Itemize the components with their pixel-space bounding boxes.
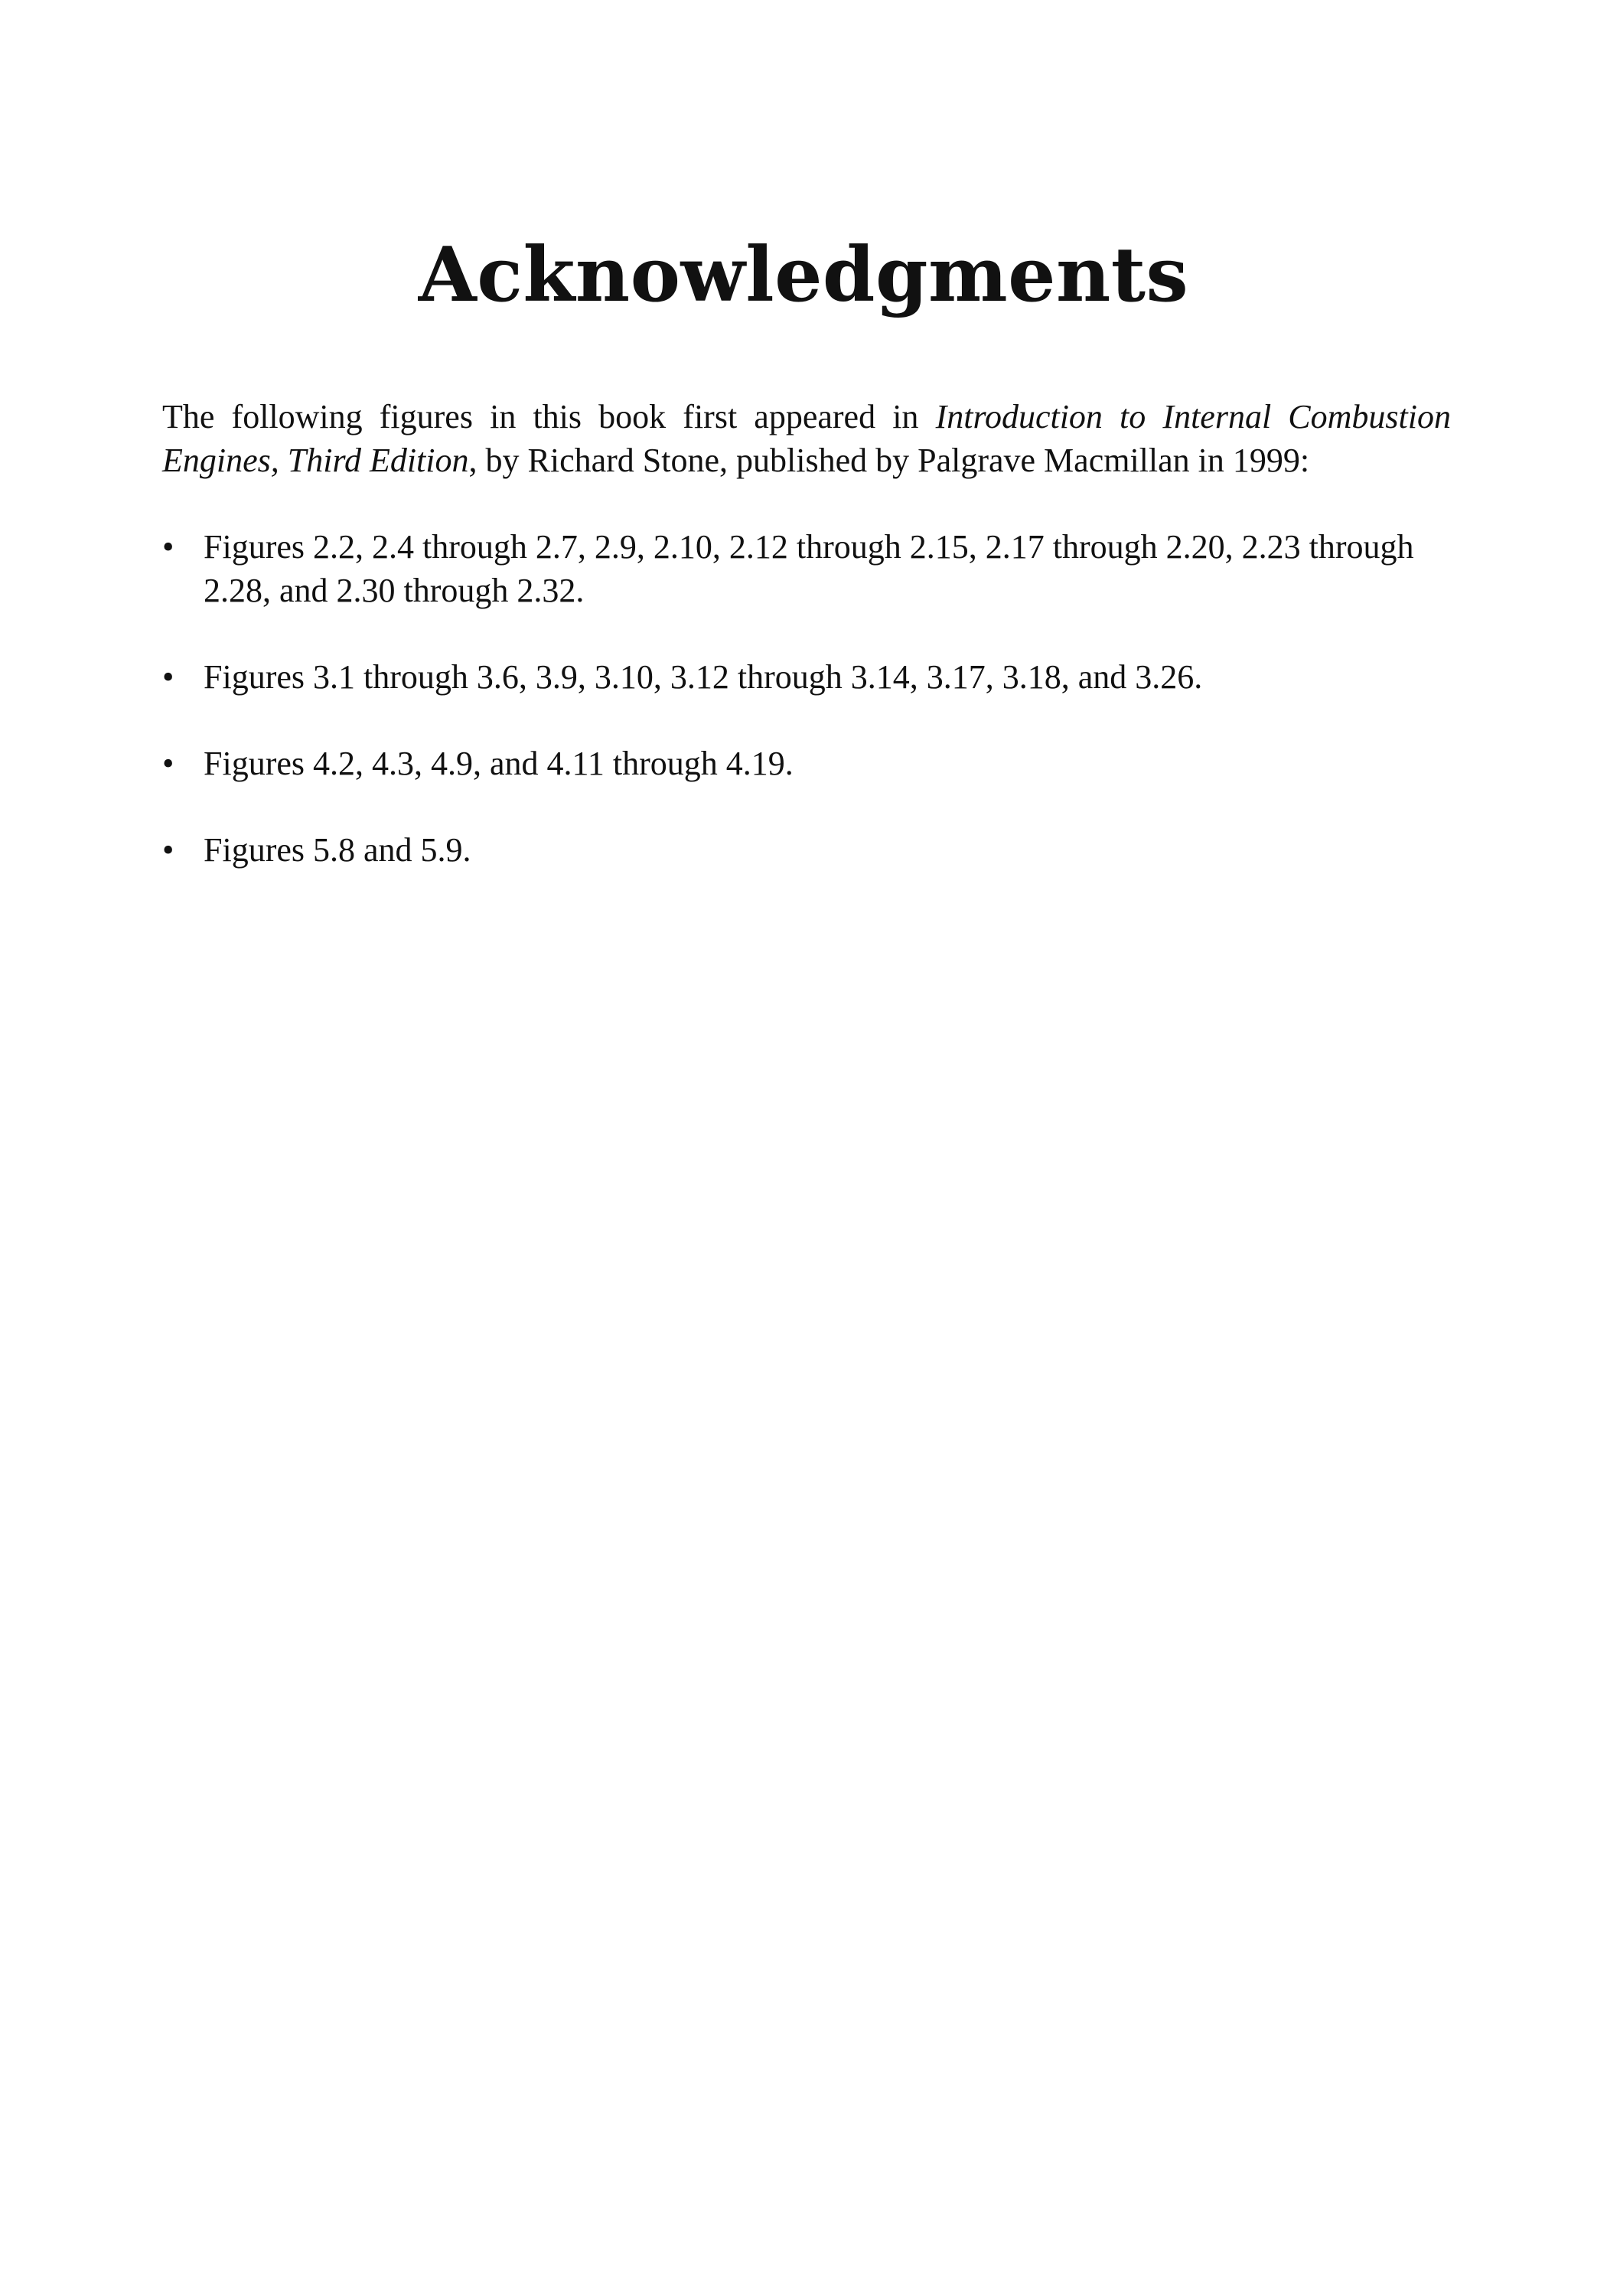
cited-book-title: Introduction to Internal Combustion Engines, Third Edition bbox=[162, 398, 1452, 479]
bullet-icon: • bbox=[162, 745, 174, 782]
list-item-text: Figures 5.8 and 5.9. bbox=[204, 831, 471, 869]
list-item bbox=[162, 525, 1455, 612]
list-item bbox=[162, 828, 1455, 872]
list-item-text: Figures 4.2, 4.3, 4.9, and 4.11 through 4.19. bbox=[204, 745, 794, 782]
bullet-icon: • bbox=[162, 528, 174, 566]
page-title: Acknowledgments bbox=[418, 231, 1189, 319]
figure-list bbox=[162, 525, 1455, 915]
list-item bbox=[162, 742, 1455, 785]
bullet-icon: • bbox=[162, 658, 174, 696]
bullet-icon: • bbox=[162, 831, 174, 869]
intro-text-end: , by Richard Stone, published by Palgrave Macmillan in 1999: bbox=[468, 442, 1310, 479]
intro-paragraph bbox=[162, 395, 1451, 482]
list-item bbox=[162, 655, 1455, 699]
intro-text-start: The following figures in this book first appeared in bbox=[162, 398, 936, 435]
list-item-text: Figures 3.1 through 3.6, 3.9, 3.10, 3.12 through 3.14, 3.17, 3.18, and 3.26. bbox=[204, 658, 1203, 696]
list-item-text: Figures 2.2, 2.4 through 2.7, 2.9, 2.10, 2.12 through 2.15, 2.17 through 2.20, 2.23 through 2.28, and 2.30 through 2.32. bbox=[204, 528, 1414, 609]
